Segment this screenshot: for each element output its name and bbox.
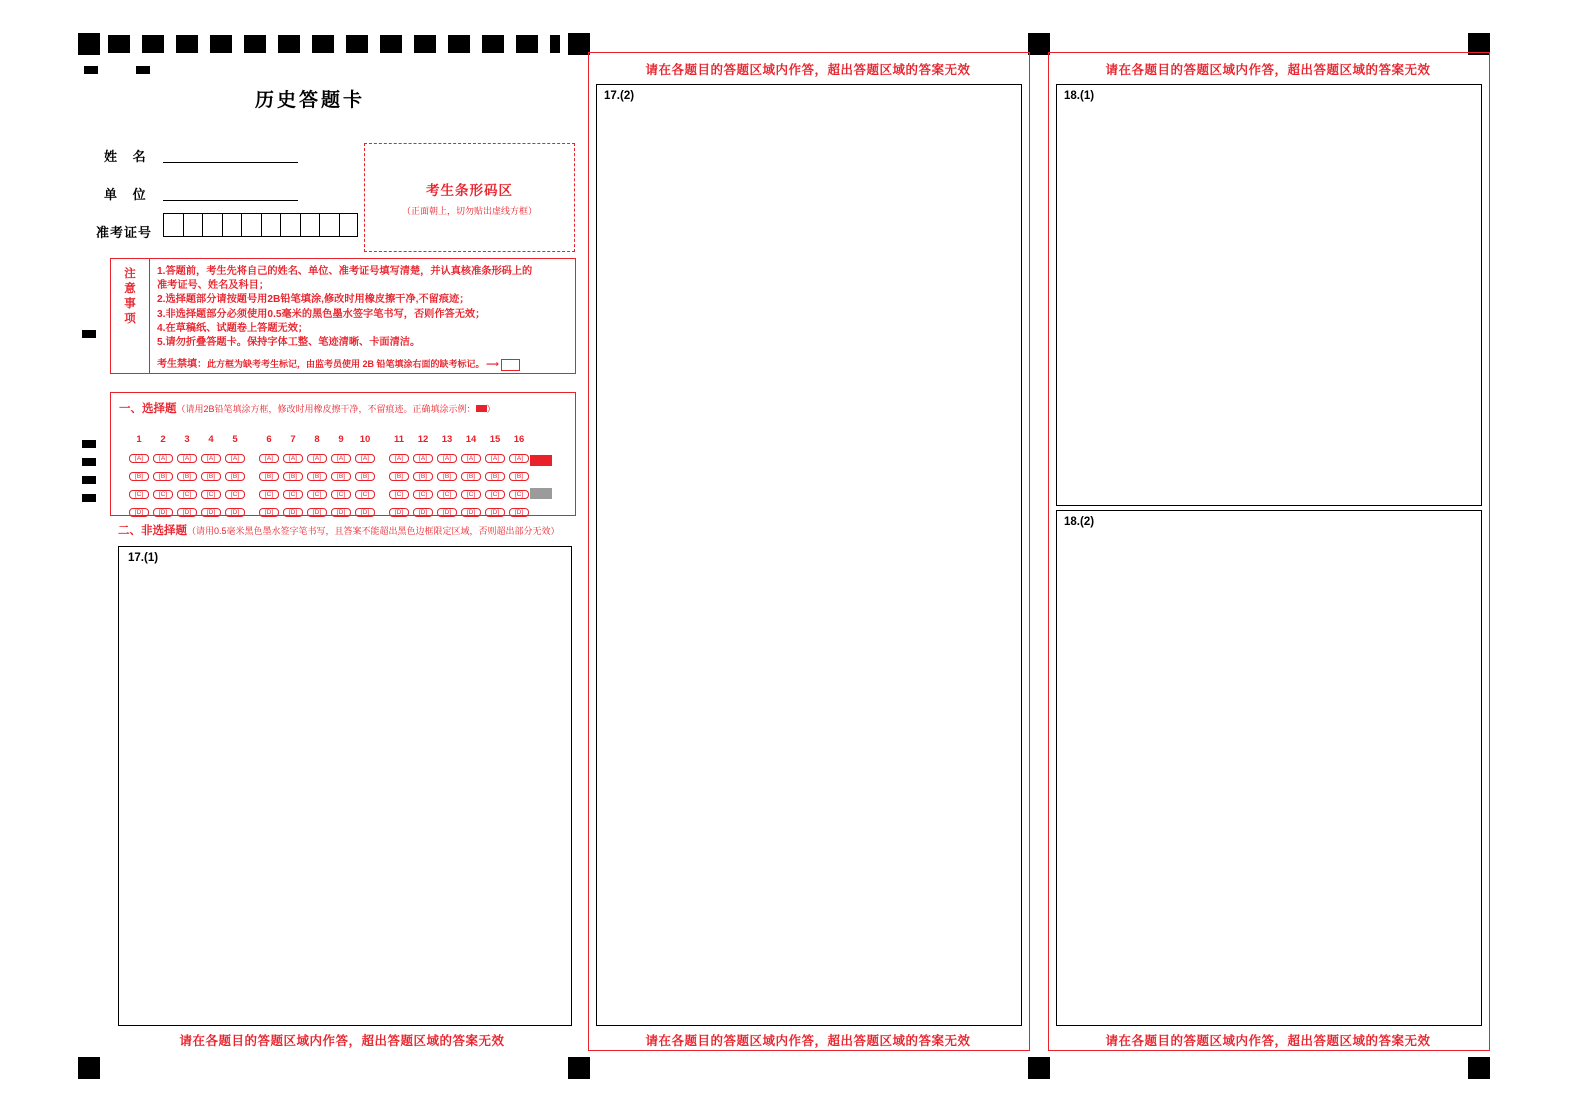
answer-label-18-2: 18.(2) — [1064, 516, 1095, 528]
bubble-b[interactable]: [B] — [509, 472, 529, 481]
bubble-a[interactable]: [A] — [355, 454, 375, 463]
bubble-b[interactable]: [B] — [437, 472, 457, 481]
bubble-d[interactable]: [D] — [153, 508, 173, 517]
mc-group-3 — [387, 429, 531, 519]
exam-id-cell[interactable] — [222, 213, 242, 237]
answer-area-17-1[interactable] — [118, 546, 572, 1026]
mc-question-numbers: 6 7 8 9 10 — [266, 434, 371, 445]
answer-area-18-1[interactable] — [1056, 84, 1482, 506]
exam-id-cell[interactable] — [202, 213, 222, 237]
bubble-c[interactable]: [C] — [225, 490, 245, 499]
mc-row-b[interactable] — [127, 465, 247, 483]
barcode-area — [364, 143, 575, 252]
corner-mark-bottom-mid — [568, 1057, 590, 1079]
mc-row-b[interactable] — [387, 465, 531, 483]
corner-mark-bottom-left — [78, 1057, 100, 1079]
bubble-b[interactable]: [B] — [355, 472, 375, 481]
notice-box — [110, 258, 576, 374]
bubble-b[interactable]: [B] — [389, 472, 409, 481]
answer-area-17-2[interactable] — [596, 84, 1022, 1026]
bubble-d[interactable]: [D] — [509, 508, 529, 517]
bubble-a[interactable]: [A] — [201, 454, 221, 463]
corner-mark-top-left — [78, 33, 100, 55]
notice-label: 注 意 事 项 — [124, 268, 136, 325]
bubble-b[interactable]: [B] — [153, 472, 173, 481]
bubble-b[interactable]: [B] — [413, 472, 433, 481]
mc-row-a[interactable] — [127, 447, 247, 465]
mc-row-d[interactable] — [127, 501, 247, 519]
answer-label-17-1: 17.(1) — [128, 552, 159, 564]
answer-label-17-2: 17.(2) — [604, 90, 635, 102]
bubble-d[interactable]: [D] — [283, 508, 303, 517]
bubble-a[interactable]: [A] — [509, 454, 529, 463]
calibration-swatch-red — [530, 455, 552, 466]
bubble-c[interactable]: [C] — [509, 490, 529, 499]
bubble-c[interactable]: [C] — [461, 490, 481, 499]
bubble-d[interactable]: [D] — [413, 508, 433, 517]
exam-id-boxes[interactable] — [163, 213, 358, 237]
label-unit: 单 位 — [104, 187, 152, 202]
section-1-title — [119, 400, 496, 416]
bubble-b[interactable]: [B] — [331, 472, 351, 481]
corner-mark-top-right2 — [1028, 33, 1050, 55]
bubble-c[interactable]: [C] — [355, 490, 375, 499]
exam-id-cell[interactable] — [319, 213, 339, 237]
bubble-a[interactable]: [A] — [389, 454, 409, 463]
bubble-a[interactable]: [A] — [225, 454, 245, 463]
mc-row-d[interactable] — [257, 501, 377, 519]
bubble-c[interactable]: [C] — [413, 490, 433, 499]
exam-id-cell[interactable] — [280, 213, 300, 237]
page-title: 历史答题卡 — [254, 89, 365, 111]
bubble-a[interactable]: [A] — [283, 454, 303, 463]
label-name: 姓 名 — [104, 149, 152, 164]
bubble-a[interactable]: [A] — [485, 454, 505, 463]
barcode-title: 考生条形码区 — [426, 182, 513, 198]
bubble-b[interactable]: [B] — [129, 472, 149, 481]
side-mark-4 — [82, 440, 96, 448]
bubble-d[interactable]: [D] — [177, 508, 197, 517]
exam-id-cell[interactable] — [339, 213, 359, 237]
bubble-c[interactable]: [C] — [259, 490, 279, 499]
mc-row-c[interactable] — [127, 483, 247, 501]
notice-item: 准考证号、姓名及科目； — [157, 280, 270, 292]
bubble-d[interactable]: [D] — [389, 508, 409, 517]
bubble-d[interactable]: [D] — [355, 508, 375, 517]
bubble-c[interactable]: [C] — [389, 490, 409, 499]
input-name[interactable] — [163, 162, 298, 163]
bubble-a[interactable]: [A] — [307, 454, 327, 463]
bubble-d[interactable]: [D] — [461, 508, 481, 517]
mc-group-1 — [127, 429, 247, 519]
bubble-a[interactable]: [A] — [153, 454, 173, 463]
column-middle-footer: 请在各题目的答题区域内作答，超出答题区域的答案无效 — [645, 1033, 971, 1048]
bubble-a[interactable]: [A] — [259, 454, 279, 463]
section-1-note-tail: ） — [486, 404, 496, 414]
bubble-d[interactable]: [D] — [201, 508, 221, 517]
bubble-b[interactable]: [B] — [307, 472, 327, 481]
section-1-name: 一、选择题 — [119, 403, 177, 415]
bubble-c[interactable]: [C] — [129, 490, 149, 499]
mc-group-2 — [257, 429, 377, 519]
section-2-note: （请用0.5毫米黑色墨水签字笔书写，且答案不能超出黑色边框限定区域，否则超出部分无效） — [187, 526, 560, 536]
exam-id-cell[interactable] — [183, 213, 203, 237]
bubble-d[interactable]: [D] — [437, 508, 457, 517]
mc-question-numbers: 11 12 13 14 15 16 — [393, 434, 525, 445]
calibration-swatch-gray — [530, 488, 552, 499]
bubble-a[interactable]: [A] — [129, 454, 149, 463]
forbid-title: 考生禁填： — [157, 359, 207, 370]
bubble-a[interactable]: [A] — [331, 454, 351, 463]
bubble-d[interactable]: [D] — [129, 508, 149, 517]
bubble-c[interactable]: [C] — [201, 490, 221, 499]
mc-row-a[interactable] — [387, 447, 531, 465]
timing-bar-top — [108, 35, 560, 53]
bubble-a[interactable]: [A] — [177, 454, 197, 463]
answer-area-18-2[interactable] — [1056, 510, 1482, 1026]
bubble-c[interactable]: [C] — [307, 490, 327, 499]
bubble-b[interactable]: [B] — [259, 472, 279, 481]
exam-id-cell[interactable] — [241, 213, 261, 237]
corner-mark-top-mid — [568, 33, 590, 55]
fill-example-swatch — [476, 405, 487, 412]
section-multiple-choice — [110, 392, 576, 516]
bubble-b[interactable]: [B] — [461, 472, 481, 481]
bubble-a[interactable]: [A] — [437, 454, 457, 463]
bubble-b[interactable]: [B] — [485, 472, 505, 481]
notice-items — [157, 265, 569, 350]
notice-item: 2.选择题部分请按题号用2B铅笔填涂,修改时用橡皮擦干净,不留痕迹； — [157, 294, 470, 306]
exam-id-cell[interactable] — [261, 213, 281, 237]
notice-item: 1.答题前，考生先将自己的姓名、单位、准考证号填写清楚，并认真核准条形码上的 — [157, 266, 533, 277]
bubble-b[interactable]: [B] — [225, 472, 245, 481]
bubble-d[interactable]: [D] — [225, 508, 245, 517]
column-left-footer: 请在各题目的答题区域内作答，超出答题区域的答案无效 — [179, 1033, 505, 1048]
notice-item: 5.请勿折叠答题卡。保持字体工整、笔迹清晰、卡面清洁。 — [157, 337, 421, 349]
column-right-header: 请在各题目的答题区域内作答，超出答题区域的答案无效 — [1105, 62, 1431, 77]
bubble-b[interactable]: [B] — [177, 472, 197, 481]
bubble-c[interactable]: [C] — [331, 490, 351, 499]
side-mark-2 — [136, 66, 150, 74]
bubble-a[interactable]: [A] — [413, 454, 433, 463]
barcode-subtitle: （正面朝上，切勿贴出虚线方框） — [401, 205, 537, 216]
mc-row-d[interactable] — [387, 501, 531, 519]
section-1-note: （请用2B铅笔填涂方框，修改时用橡皮擦干净，不留痕迹。正确填涂示例： — [176, 404, 476, 414]
bubble-b[interactable]: [B] — [283, 472, 303, 481]
mc-row-a[interactable] — [257, 447, 377, 465]
column-right-footer: 请在各题目的答题区域内作答，超出答题区域的答案无效 — [1105, 1033, 1431, 1048]
mc-row-c[interactable] — [257, 483, 377, 501]
corner-mark-bottom-right — [1468, 1057, 1490, 1079]
label-exam-id: 准考证号 — [96, 225, 153, 240]
bubble-d[interactable]: [D] — [307, 508, 327, 517]
bubble-c[interactable]: [C] — [283, 490, 303, 499]
section-2-name: 二、非选择题 — [118, 525, 187, 537]
column-middle-header: 请在各题目的答题区域内作答，超出答题区域的答案无效 — [645, 62, 971, 77]
bubble-b[interactable]: [B] — [201, 472, 221, 481]
absent-mark-box[interactable] — [501, 359, 520, 371]
mc-row-b[interactable] — [257, 465, 377, 483]
bubble-d[interactable]: [D] — [331, 508, 351, 517]
input-unit[interactable] — [163, 200, 298, 201]
corner-mark-bottom-right2 — [1028, 1057, 1050, 1079]
notice-item: 4.在草稿纸、试题卷上答题无效； — [157, 322, 309, 334]
side-mark-7 — [82, 494, 96, 502]
mc-question-numbers: 1 2 3 4 5 — [136, 434, 238, 445]
bubble-c[interactable]: [C] — [177, 490, 197, 499]
notice-item: 3.非选择题部分必须使用0.5毫米的黑色墨水签字笔书写，否则作答无效； — [157, 308, 486, 320]
side-mark-5 — [82, 458, 96, 466]
mc-row-c[interactable] — [387, 483, 531, 501]
bubble-d[interactable]: [D] — [485, 508, 505, 517]
side-mark-1 — [84, 66, 98, 74]
bubble-c[interactable]: [C] — [437, 490, 457, 499]
forbid-row: 考生禁填：此方框为缺考考生标记，由监考员使用 2B 铅笔填涂右面的缺考标记。 ⟶ — [157, 355, 569, 371]
bubble-a[interactable]: [A] — [461, 454, 481, 463]
side-mark-6 — [82, 476, 96, 484]
exam-id-cell[interactable] — [300, 213, 320, 237]
bubble-d[interactable]: [D] — [259, 508, 279, 517]
forbid-text: 此方框为缺考考生标记，由监考员使用 2B 铅笔填涂右面的缺考标记。 — [207, 359, 485, 369]
bubble-c[interactable]: [C] — [485, 490, 505, 499]
answer-label-18-1: 18.(1) — [1064, 90, 1095, 102]
side-mark-3 — [82, 330, 96, 338]
bubble-c[interactable]: [C] — [153, 490, 173, 499]
exam-id-cell[interactable] — [163, 213, 183, 237]
section-2-title — [118, 522, 560, 538]
